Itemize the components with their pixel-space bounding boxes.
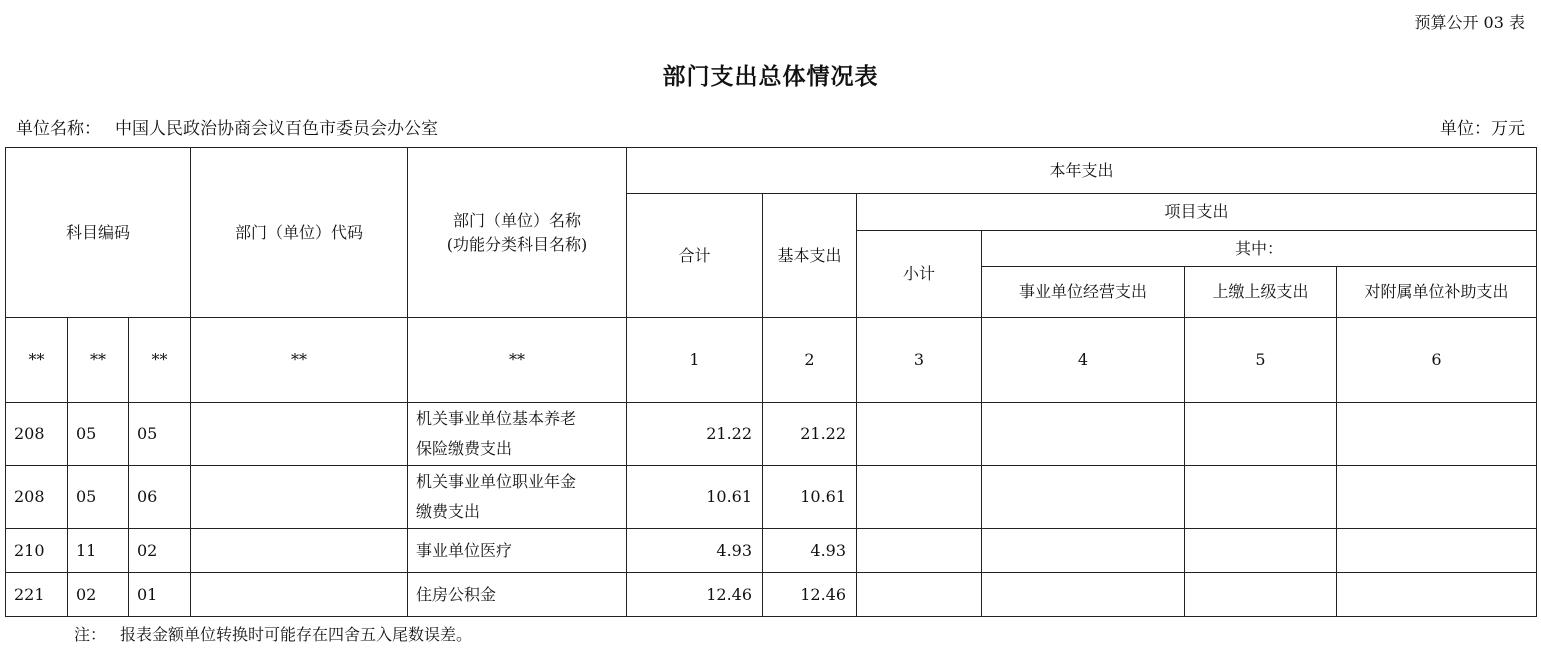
section-code: 02 xyxy=(68,573,129,617)
unit-name-line xyxy=(16,114,438,139)
dept-name-cell xyxy=(408,403,627,466)
index-cell: 3 xyxy=(857,318,982,403)
item-code: 06 xyxy=(129,466,191,529)
dept-code-cell xyxy=(191,466,408,529)
table-row xyxy=(6,403,1537,466)
total-cell: 4.93 xyxy=(627,529,763,573)
table-row xyxy=(6,529,1537,573)
index-cell: ** xyxy=(68,318,129,403)
basic-cell: 10.61 xyxy=(763,466,857,529)
currency-unit: 单位：万元 xyxy=(1440,119,1525,139)
index-cell: ** xyxy=(191,318,408,403)
class-code: 221 xyxy=(6,573,68,617)
index-cell: 1 xyxy=(627,318,763,403)
dept-name-line2: 保险缴费支出 xyxy=(416,439,513,458)
dept-name-cell: 事业单位医疗 xyxy=(408,529,627,573)
header-this-year: 本年支出 xyxy=(627,148,1537,194)
section-code: 05 xyxy=(68,403,129,466)
form-number: 预算公开 03 表 xyxy=(1414,13,1525,32)
dept-name-line2: 缴费支出 xyxy=(416,502,481,521)
subtotal-cell xyxy=(857,466,982,529)
header-project: 项目支出 xyxy=(857,194,1537,231)
basic-cell: 21.22 xyxy=(763,403,857,466)
pay-upper-cell xyxy=(1185,573,1337,617)
class-code: 210 xyxy=(6,529,68,573)
subsidy-cell xyxy=(1337,403,1537,466)
index-cell: ** xyxy=(6,318,68,403)
footnote-label: 注： xyxy=(74,625,107,644)
biz-operation-cell xyxy=(982,466,1185,529)
dept-code-cell xyxy=(191,529,408,573)
header-among: 其中： xyxy=(982,231,1537,267)
header-total: 合计 xyxy=(627,194,763,318)
subsidy-cell xyxy=(1337,573,1537,617)
total-cell: 10.61 xyxy=(627,466,763,529)
page-title: 部门支出总体情况表 xyxy=(662,63,879,90)
dept-code-cell xyxy=(191,403,408,466)
index-cell: 4 xyxy=(982,318,1185,403)
biz-operation-cell xyxy=(982,529,1185,573)
dept-name-line1: 机关事业单位基本养老 xyxy=(416,409,577,428)
dept-code-cell xyxy=(191,573,408,617)
item-code: 01 xyxy=(129,573,191,617)
pay-upper-cell xyxy=(1185,529,1337,573)
section-code: 11 xyxy=(68,529,129,573)
header-dept-name-line2: (功能分类科目名称) xyxy=(446,234,588,254)
header-basic: 基本支出 xyxy=(763,194,857,318)
dept-name-cell xyxy=(408,466,627,529)
pay-upper-cell xyxy=(1185,466,1337,529)
section-code: 05 xyxy=(68,466,129,529)
header-subject-code: 科目编码 xyxy=(6,148,191,318)
subsidy-cell xyxy=(1337,466,1537,529)
index-cell: ** xyxy=(408,318,627,403)
expenditure-table xyxy=(5,147,1537,617)
index-cell: 2 xyxy=(763,318,857,403)
subtotal-cell xyxy=(857,403,982,466)
index-cell: 6 xyxy=(1337,318,1537,403)
index-cell: 5 xyxy=(1185,318,1337,403)
table-row xyxy=(6,466,1537,529)
biz-operation-cell xyxy=(982,403,1185,466)
dept-name-cell: 住房公积金 xyxy=(408,573,627,617)
dept-name-line1: 机关事业单位职业年金 xyxy=(416,472,577,491)
item-code: 02 xyxy=(129,529,191,573)
class-code: 208 xyxy=(6,466,68,529)
total-cell: 21.22 xyxy=(627,403,763,466)
header-pay-upper: 上缴上级支出 xyxy=(1185,267,1337,318)
index-cell: ** xyxy=(129,318,191,403)
subtotal-cell xyxy=(857,573,982,617)
header-subtotal: 小计 xyxy=(857,231,982,318)
subtotal-cell xyxy=(857,529,982,573)
footnote xyxy=(74,622,472,645)
total-cell: 12.46 xyxy=(627,573,763,617)
basic-cell: 12.46 xyxy=(763,573,857,617)
biz-operation-cell xyxy=(982,573,1185,617)
header-biz-operation: 事业单位经营支出 xyxy=(982,267,1185,318)
header-subsidy: 对附属单位补助支出 xyxy=(1337,267,1537,318)
subsidy-cell xyxy=(1337,529,1537,573)
item-code: 05 xyxy=(129,403,191,466)
unit-name-value: 中国人民政治协商会议百色市委员会办公室 xyxy=(115,119,438,139)
pay-upper-cell xyxy=(1185,403,1337,466)
footnote-text: 报表金额单位转换时可能存在四舍五入尾数误差。 xyxy=(120,625,473,644)
index-row xyxy=(6,318,1537,403)
basic-cell: 4.93 xyxy=(763,529,857,573)
header-dept-code: 部门（单位）代码 xyxy=(191,148,408,318)
class-code: 208 xyxy=(6,403,68,466)
table-row xyxy=(6,573,1537,617)
header-dept-name-line1: 部门（单位）名称 xyxy=(453,210,582,230)
unit-name-label: 单位名称： xyxy=(16,119,101,139)
header-dept-name xyxy=(408,148,627,318)
